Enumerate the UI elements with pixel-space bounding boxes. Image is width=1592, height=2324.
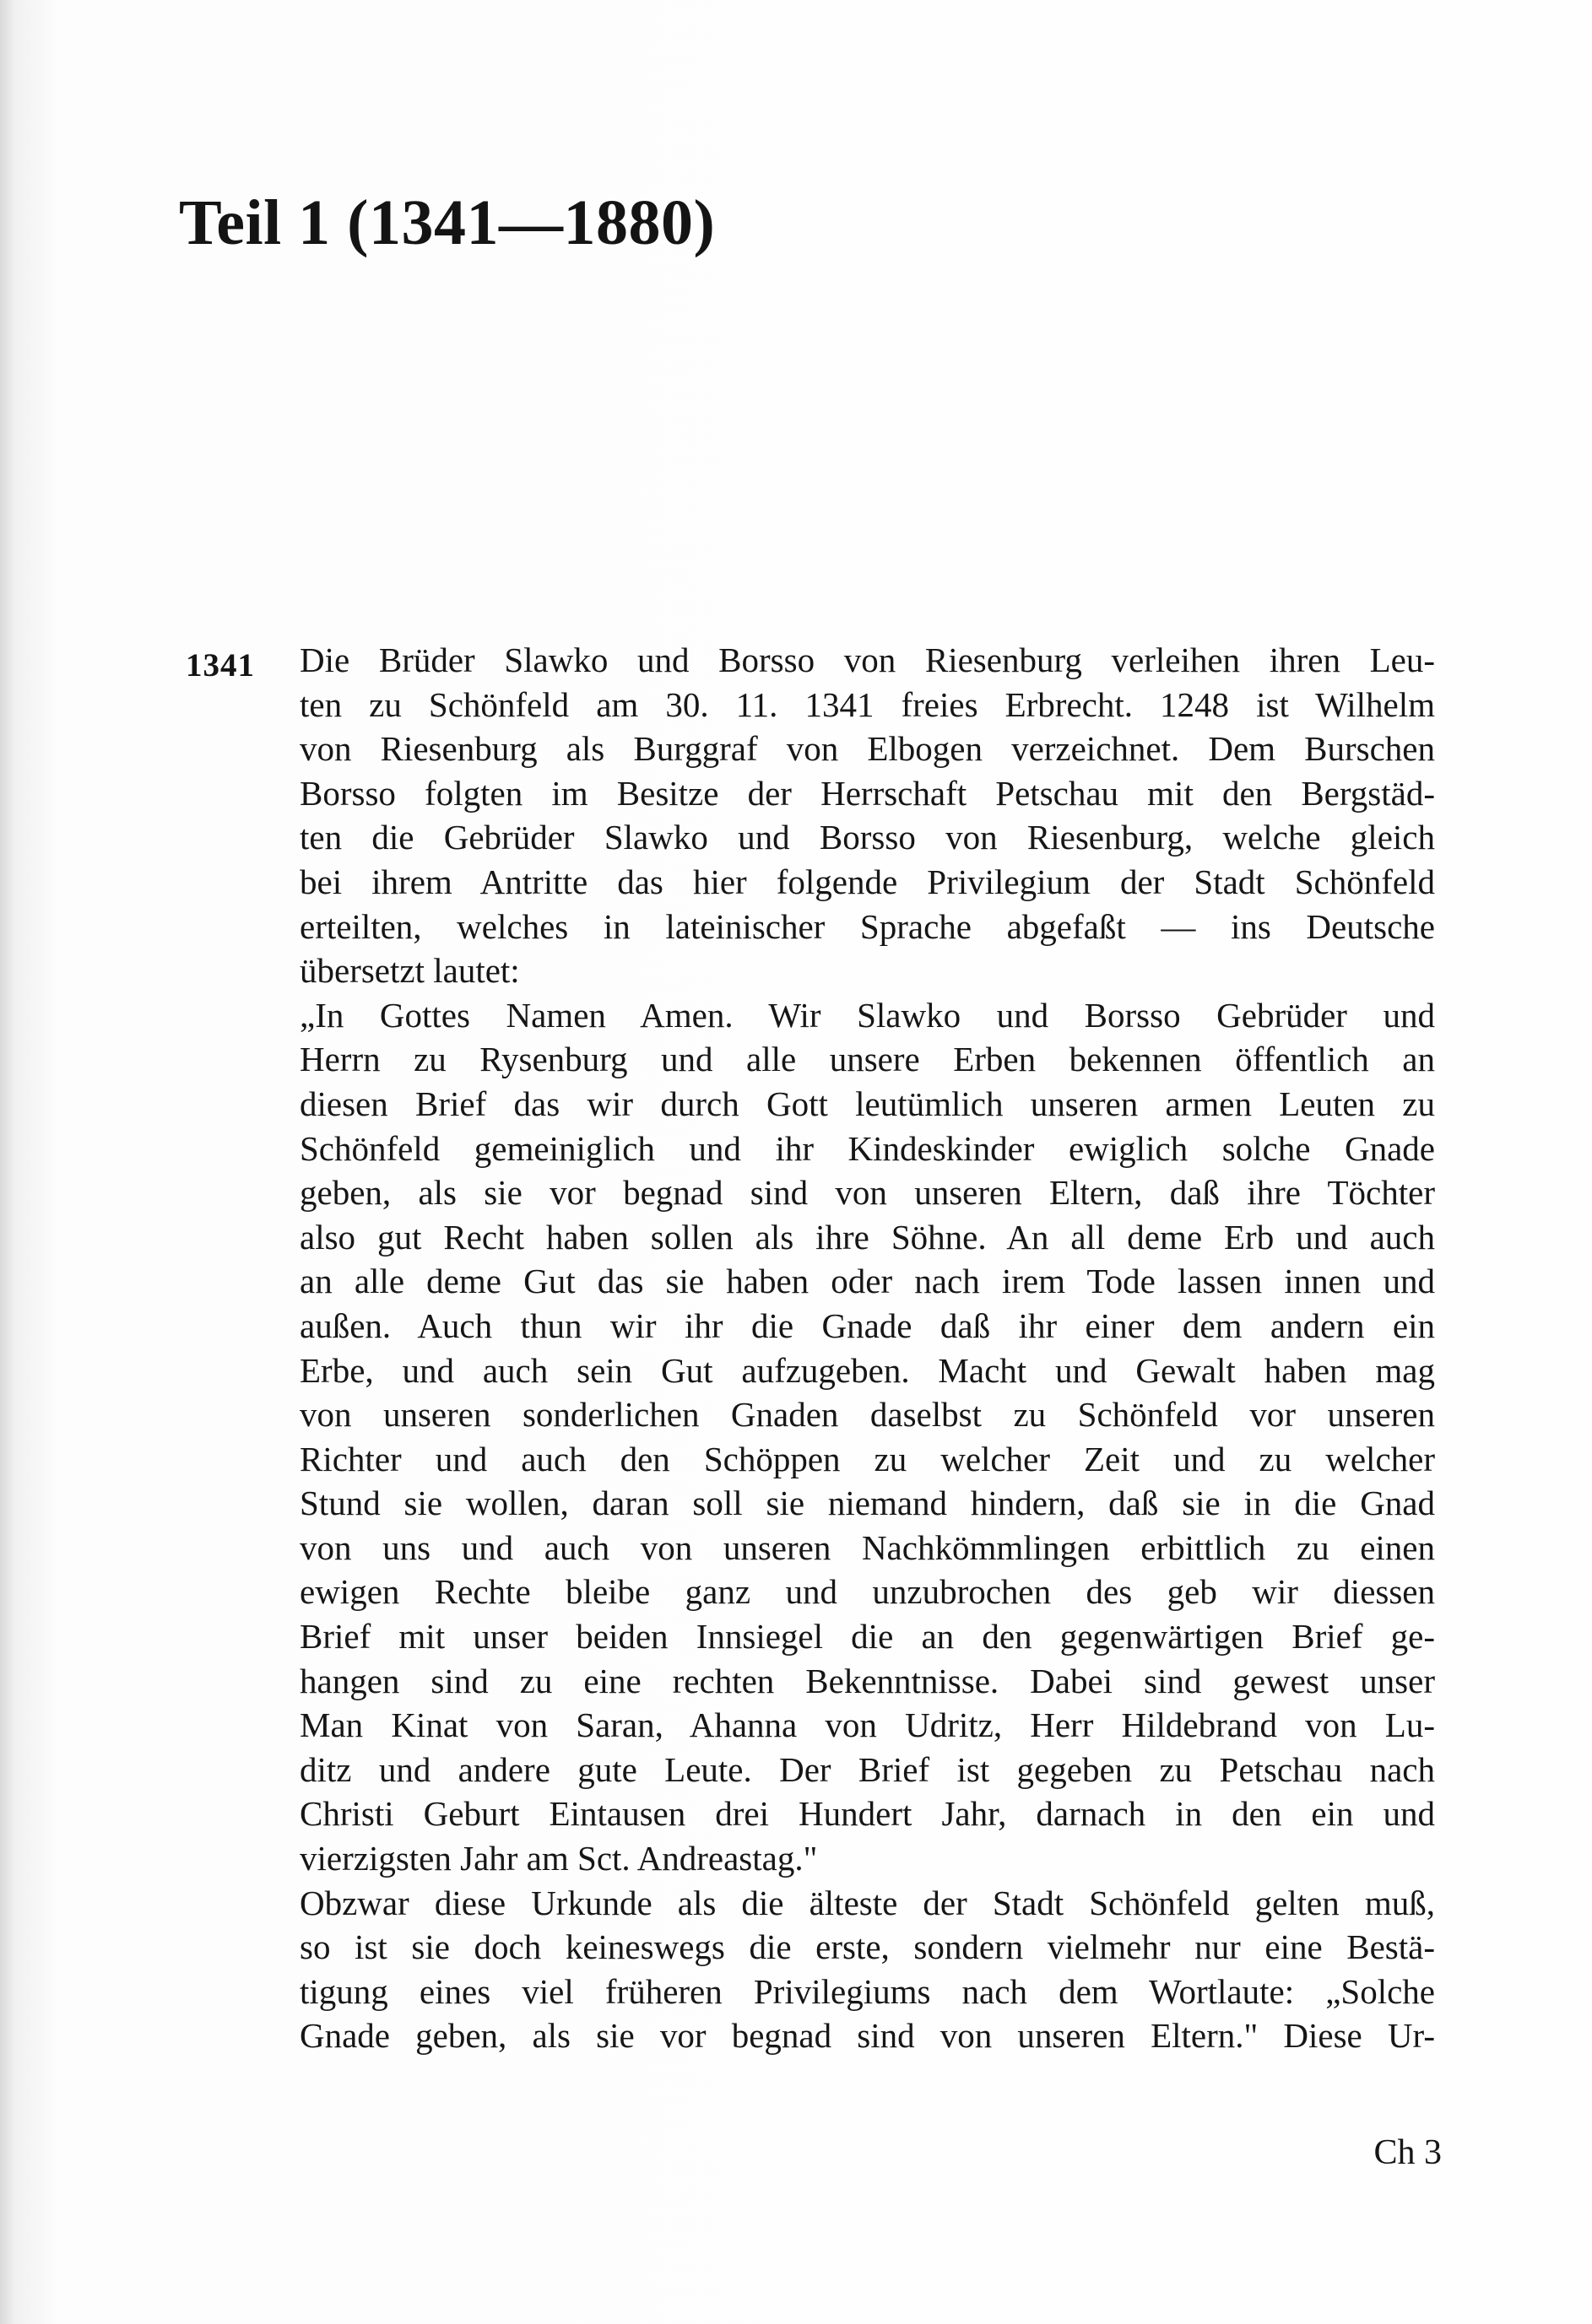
body-line-10: Herrn zu Rysenburg und alle unsere Erben bekennen öffentlich an: [300, 1040, 1435, 1079]
body-line-6: bei ihrem Antritte das hier folgende Privilegium der Stadt Schönfeld: [300, 862, 1435, 901]
entry-year: 1341: [186, 647, 255, 684]
body-line-5: ten die Gebrüder Slawko und Borsso von Riesenburg, welche gleich: [300, 818, 1435, 857]
body-line-9: „In Gottes Namen Amen. Wir Slawko und Borsso Gebrüder und: [300, 995, 1435, 1035]
body-line-18: von unseren sonderlichen Gnaden daselbst zu Schönfeld vor unseren: [300, 1395, 1435, 1435]
body-line-7: erteilten, welches in lateinischer Sprache abgefaßt — ins Deutsche: [300, 906, 1435, 946]
body-line-28: vierzigsten Jahr am Sct. Andreastag.": [300, 1839, 818, 1878]
body-line-30: so ist sie doch keineswegs die erste, sondern vielmehr nur eine Bestä-: [300, 1927, 1435, 1967]
body-line-14: also gut Recht haben sollen als ihre Söhne. An all deme Erb und auch: [300, 1217, 1435, 1257]
body-line-32: Gnade geben, als sie vor begnad sind von unseren Eltern." Diese Ur-: [300, 2016, 1435, 2056]
body-line-11: diesen Brief das wir durch Gott leutümlich unseren armen Leuten zu: [300, 1084, 1435, 1123]
body-line-8: übersetzt lautet:: [300, 951, 520, 991]
body-line-4: Borsso folgten im Besitze der Herrschaft Petschau mit den Bergstäd-: [300, 773, 1435, 813]
body-line-2: ten zu Schönfeld am 30. 11. 1341 freies Erbrecht. 1248 ist Wilhelm: [300, 684, 1435, 724]
body-line-24: hangen sind zu eine rechten Bekenntnisse. Dabei sind gewest unser: [300, 1661, 1435, 1700]
body-line-29: Obzwar diese Urkunde als die älteste der Stadt Schönfeld gelten muß,: [300, 1883, 1435, 1922]
body-line-16: außen. Auch thun wir ihr die Gnade daß ihr einer dem andern ein: [300, 1305, 1435, 1345]
body-line-25: Man Kinat von Saran, Ahanna von Udritz, Herr Hildebrand von Lu-: [300, 1705, 1435, 1745]
page-number: Ch 3: [1373, 2133, 1442, 2172]
body-line-13: geben, als sie vor begnad sind von unseren Eltern, daß ihre Töchter: [300, 1173, 1435, 1213]
body-line-23: Brief mit unser beiden Innsiegel die an den gegenwärtigen Brief ge-: [300, 1617, 1435, 1657]
body-line-19: Richter und auch den Schöppen zu welcher Zeit und zu welcher: [300, 1439, 1435, 1478]
body-line-17: Erbe, und auch sein Gut aufzugeben. Macht und Gewalt haben mag: [300, 1350, 1435, 1390]
body-line-15: an alle deme Gut das sie haben oder nach irem Tode lassen innen und: [300, 1262, 1435, 1301]
entry-body: [300, 638, 1435, 2058]
body-line-3: von Riesenburg als Burggraf von Elbogen verzeichnet. Dem Burschen: [300, 729, 1435, 769]
body-line-31: tigung eines viel früheren Privilegiums nach dem Wortlaute: „Solche: [300, 1971, 1435, 2011]
body-line-12: Schönfeld gemeiniglich und ihr Kindeskinder ewiglich solche Gnade: [300, 1128, 1435, 1168]
body-line-1: Die Brüder Slawko und Borsso von Riesenburg verleihen ihren Leu-: [300, 640, 1435, 679]
body-line-26: ditz und andere gute Leute. Der Brief ist gegeben zu Petschau nach: [300, 1749, 1435, 1789]
body-line-21: von uns und auch von unseren Nachkömmlingen erbittlich zu einen: [300, 1527, 1435, 1567]
chapter-title: Teil 1 (1341—1880): [179, 187, 716, 258]
body-line-27: Christi Geburt Eintausen drei Hundert Jahr, darnach in den ein und: [300, 1794, 1435, 1834]
body-line-20: Stund sie wollen, daran soll sie niemand hindern, daß sie in die Gnad: [300, 1484, 1435, 1523]
body-line-22: ewigen Rechte bleibe ganz und unzubrochen des geb wir diessen: [300, 1572, 1435, 1612]
